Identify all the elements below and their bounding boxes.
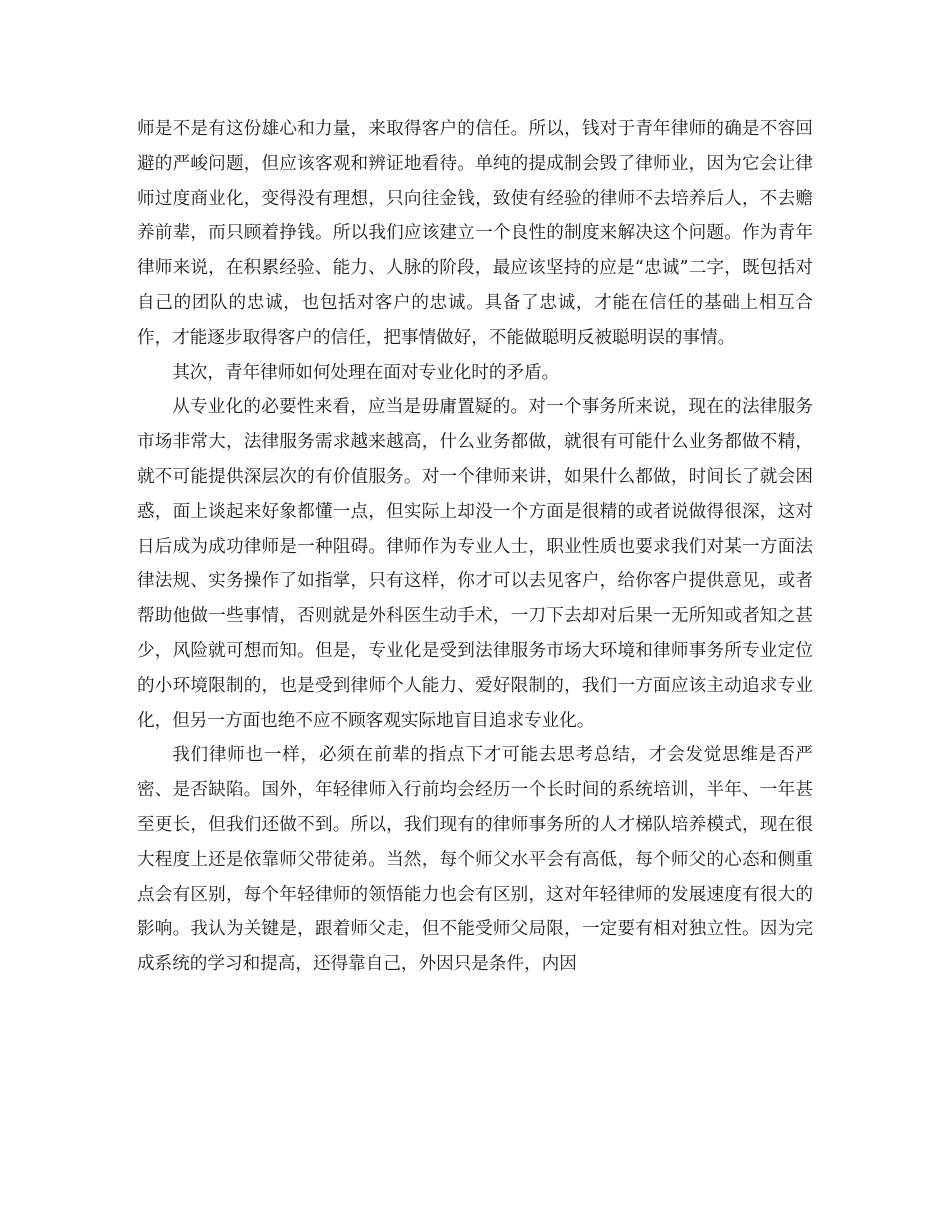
- paragraph-4: 我们律师也一样，必须在前辈的指点下才可能去思考总结，才会发觉思维是否严密、是否缺陷。国外，年轻律师入行前均会经历一个长时间的系统培训，半年、一年甚至更长，但我们还做不到。所以，我们现有的律师事务所的人才梯队培养模式，现在很大程度上还是依靠师父带徒弟。当然，每个师父水平会有高低，每个师父的心态和侧重点会有区别，每个年轻律师的领悟能力也会有区别，这对年轻律师的发展速度有很大的影响。我认为关键是，跟着师父走，但不能受师父局限，一定要有相对独立性。因为完成系统的学习和提高，还得靠自己，外因只是条件，内因: [137, 745, 813, 975]
- document-body: [137, 112, 813, 982]
- paragraph-3: 从专业化的必要性来看，应当是毋庸置疑的。对一个事务所来说，现在的法律服务市场非常大，法律服务需求越来越高，什么业务都做，就很有可能什么业务都做不精，就不可能提供深层次的有价值服务。对一个律师来讲，如果什么都做，时间长了就会困惑，面上谈起来好象都懂一点，但实际上却没一个方面是很精的或者说做得很深，这对日后成为成功律师是一种阻碍。律师作为专业人士，职业性质也要求我们对某一方面法律法规、实务操作了如指掌，只有这样，你才可以去见客户，给你客户提供意见，或者帮助他做一些事情，否则就是外科医生动手术，一刀下去却对后果一无所知或者知之甚少，风险就可想而知。但是，专业化是受到法律服务市场大环境和律师事务所专业定位的小环境限制的，也是受到律师个人能力、爱好限制的，我们一方面应该主动追求专业化，但另一方面也绝不应不顾客观实际地盲目追求专业化。: [137, 397, 813, 731]
- paragraph-1: 师是不是有这份雄心和力量，来取得客户的信任。所以，钱对于青年律师的确是不容回避的严峻问题，但应该客观和辨证地看待。单纯的提成制会毁了律师业，因为它会让律师过度商业化，变得没有理想，只向往金钱，致使有经验的律师不去培养后人，不去赡养前辈，而只顾着挣钱。所以我们应该建立一个良性的制度来解决这个问题。作为青年律师来说，在积累经验、能力、人脉的阶段，最应该坚持的应是“忠诚”二字，既包括对自己的团队的忠诚，也包括对客户的忠诚。具备了忠诚，才能在信任的基础上相互合作，才能逐步取得客户的信任，把事情做好，不能做聪明反被聪明误的事情。: [137, 119, 813, 348]
- paragraph-2: 其次，青年律师如何处理在面对专业化时的矛盾。: [172, 362, 560, 383]
